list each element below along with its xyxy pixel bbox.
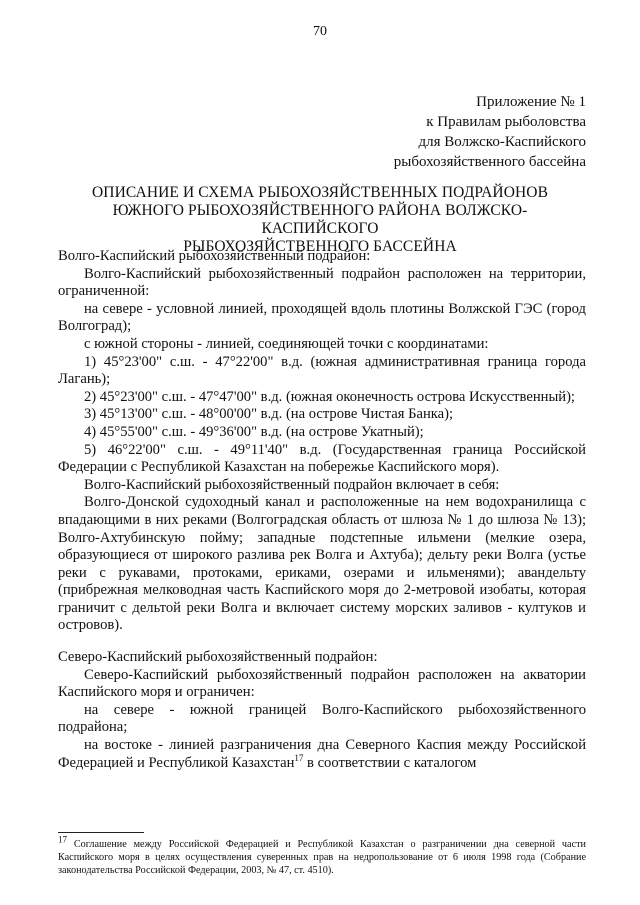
appendix-line: Приложение № 1 — [476, 94, 586, 110]
paragraph: на севере - условной линией, проходящей вдоль плотины Волжской ГЭС (город Волгоград); — [58, 300, 586, 335]
paragraph: Северо-Каспийский рыбохозяйственный подрайон расположен на акватории Каспийского моря и ограничен: — [58, 666, 586, 701]
page-number: 70 — [313, 24, 327, 39]
coordinate-item: 4) 45°55'00" с.ш. - 49°36'00" в.д. (на острове Укатный); — [84, 423, 424, 440]
paragraph: Волго-Донской судоходный канал и расположенные на нем водохранилища с впадающими в них реками (Волгоградская область от шлюза № 1 до шлюза № 13); Волго-Ахтубинскую пойму; западные подстепные ильмени (мелкие озера, образующиеся от широкого разлива рек Волга и Ахтуба); дельту реки Волга (устье реки с рукавами, протоками, ериками, озерами и ильменями); авандельту (прибрежная мелководная часть Каспийского моря до 2-метровой изобаты, которая граничит с дельтой реки Волга и включает систему морских заливов - култуков и островов). — [58, 494, 586, 634]
paragraph: Волго-Каспийский рыбохозяйственный подрайон расположен на территории, ограниченной: — [58, 265, 586, 300]
paragraph: с южной стороны - линией, соединяющей точки с координатами: — [84, 335, 489, 352]
footnote-text: Соглашение между Российской Федерацией и Республикой Казахстан о разграничении дна северной части Каспийского моря в целях осуществления суверенных прав на недропользование от 6 июля 1998 года (Собрание законодательства Российской Федерации, 2003, № 47, ст. 4510). — [58, 839, 586, 876]
paragraph: на севере - южной границей Волго-Каспийского рыбохозяйственного подрайона; — [58, 701, 586, 736]
title-line: РЫБОХОЗЯЙСТВЕННОГО БАССЕЙНА — [183, 238, 457, 255]
coordinate-item: 5) 46°22'00" с.ш. - 49°11'40" в.д. (Государственная граница Российской Федерации с Республикой Казахстан на побережье Каспийского моря). — [58, 441, 586, 476]
paragraph: Волго-Каспийский рыбохозяйственный подрайон включает в себя: — [84, 476, 500, 493]
footnote-separator — [58, 832, 144, 833]
coordinate-item: 3) 45°13'00" с.ш. - 48°00'00" в.д. (на острове Чистая Банка); — [84, 406, 454, 423]
appendix-line: рыбохозяйственного бассейна — [393, 154, 586, 170]
section-heading: Северо-Каспийский рыбохозяйственный подрайон: — [58, 649, 378, 666]
appendix-block — [394, 92, 586, 172]
document-title — [60, 184, 580, 256]
footnote-reference[interactable]: 17 — [294, 752, 304, 763]
coordinate-item: 2) 45°23'00" с.ш. - 47°47'00" в.д. (южная оконечность острова Искусственный); — [84, 388, 575, 405]
paragraph-text: в соответствии с каталогом — [303, 754, 477, 771]
footnote — [58, 834, 586, 877]
document-body — [58, 248, 586, 772]
title-line: ОПИСАНИЕ И СХЕМА РЫБОХОЗЯЙСТВЕННЫХ ПОДРАЙОНОВ — [91, 184, 549, 201]
section-spacer — [58, 635, 586, 649]
appendix-line: для Волжско-Каспийского — [418, 134, 586, 150]
paragraph — [58, 737, 586, 772]
footnote-mark: 17 — [58, 834, 67, 845]
paragraph-text: на востоке - линией разграничения дна Северного Каспия между Российской Федерацией и Республикой Казахстан — [58, 737, 586, 771]
section-heading: Волго-Каспийский рыбохозяйственный подрайон: — [58, 248, 371, 264]
appendix-line: к Правилам рыболовства — [426, 114, 586, 130]
coordinate-item: 1) 45°23'00" с.ш. - 47°22'00" в.д. (южная административная граница города Лагань); — [58, 353, 586, 388]
title-line: ЮЖНОГО РЫБОХОЗЯЙСТВЕННОГО РАЙОНА ВОЛЖСКО-КАСПИЙСКОГО — [112, 202, 528, 237]
